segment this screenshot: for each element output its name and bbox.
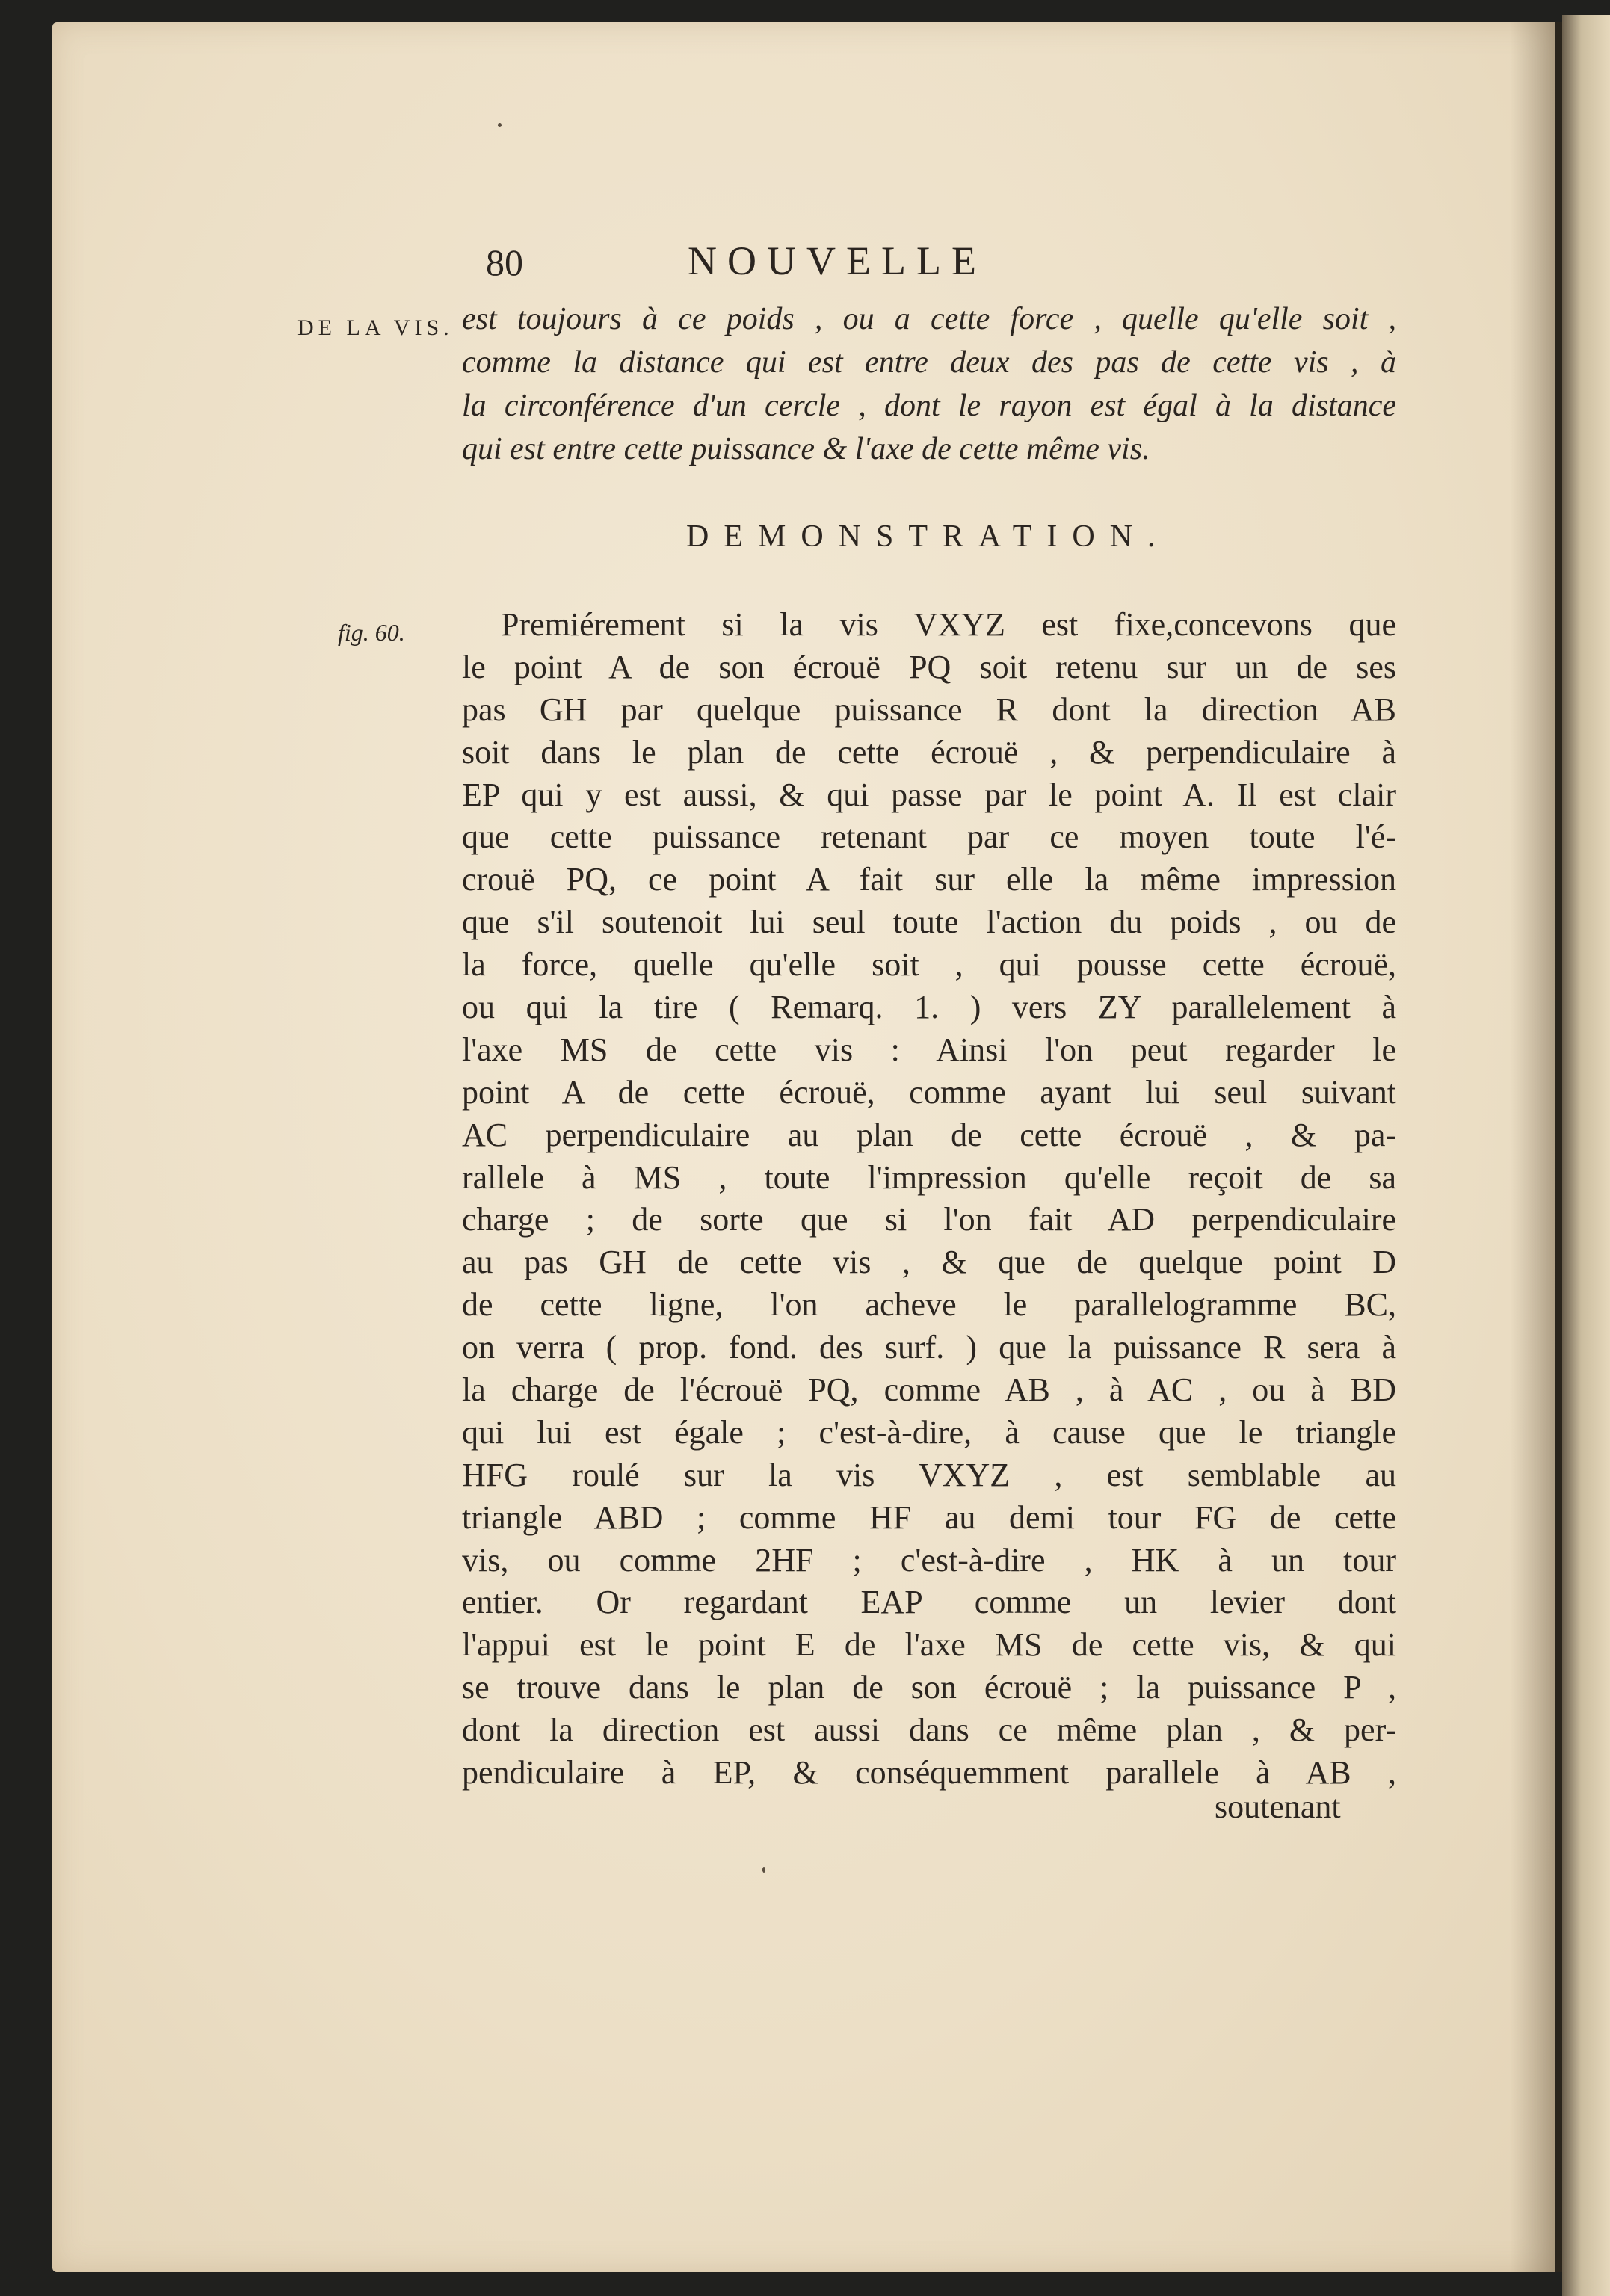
body-line: l'appui est le point E de l'axe MS de cette vis, & qui — [462, 1626, 1396, 1664]
next-page-edge — [1562, 15, 1610, 2296]
body-line: que cette puissance retenant par ce moyen toute l'é- — [462, 818, 1396, 856]
body-line: soit dans le plan de cette écrouë , & perpendiculaire à — [462, 733, 1396, 771]
body-line: dont la direction est aussi dans ce même plan , & per- — [462, 1712, 1396, 1749]
body-line: HFG roulé sur la vis VXYZ , est semblable au — [462, 1456, 1396, 1493]
body-line: rallele à MS , toute l'impression qu'elle reçoit de sa — [462, 1158, 1396, 1196]
binding-shadow — [1510, 22, 1562, 2272]
section-heading: DEMONSTRATION. — [686, 519, 1171, 554]
body-line: de cette ligne, l'on acheve le parallelogramme BC, — [462, 1286, 1396, 1324]
body-line: vis, ou comme 2HF ; c'est-à-dire , HK à un tour — [462, 1541, 1396, 1578]
body-line: EP qui y est aussi, & qui passe par le point A. Il est clair — [462, 776, 1396, 813]
body-line: pas GH par quelque puissance R dont la direction AB — [462, 691, 1396, 728]
body-text — [462, 604, 1396, 1794]
body-line: la force, quelle qu'elle soit , qui pousse cette écrouë, — [462, 946, 1396, 984]
paper-speck — [498, 123, 502, 127]
body-line: triangle ABD ; comme HF au demi tour FG de cette — [462, 1499, 1396, 1536]
body-line: ou qui la tire ( Remarq. 1. ) vers ZY parallelement à — [462, 989, 1396, 1026]
page-number: 80 — [486, 241, 523, 283]
running-head: NOUVELLE — [688, 238, 987, 283]
body-line: la charge de l'écrouë PQ, comme AB , à AC , ou à BD — [462, 1371, 1396, 1409]
body-line: l'axe MS de cette vis : Ainsi l'on peut regarder le — [462, 1031, 1396, 1068]
body-line: le point A de son écrouë PQ soit retenu sur un de ses — [462, 648, 1396, 685]
catchword: soutenant — [1215, 1789, 1341, 1825]
body-line: que s'il soutenoit lui seul toute l'action du poids , ou de — [462, 904, 1396, 941]
theorem-statement — [462, 297, 1396, 471]
body-line: AC perpendiculaire au plan de cette écrouë , & pa- — [462, 1116, 1396, 1153]
body-line: pendiculaire à EP, & conséquemment parallele à AB , — [462, 1754, 1396, 1792]
statement-line: est toujours à ce poids , ou a cette force , quelle qu'elle soit , — [462, 302, 1396, 336]
body-line: Premiérement si la vis VXYZ est fixe,concevons que — [501, 606, 1396, 643]
body-line: charge ; de sorte que si l'on fait AD perpendiculaire — [462, 1201, 1396, 1238]
body-line: point A de cette écrouë, comme ayant lui seul suivant — [462, 1073, 1396, 1111]
statement-line: la circonférence d'un cercle , dont le rayon est égal à la distance — [462, 389, 1396, 423]
paper-speck — [762, 1867, 765, 1873]
body-line: on verra ( prop. fond. des surf. ) que la puissance R sera à — [462, 1329, 1396, 1366]
body-line: entier. Or regardant EAP comme un levier dont — [462, 1584, 1396, 1621]
body-line: se trouve dans le plan de son écrouë ; la puissance P , — [462, 1669, 1396, 1706]
statement-line: qui est entre cette puissance & l'axe de cette même vis. — [462, 432, 1150, 466]
body-line: crouë PQ, ce point A fait sur elle la même impression — [462, 861, 1396, 898]
figure-reference: fig. 60. — [338, 619, 405, 646]
body-line: qui lui est égale ; c'est-à-dire, à cause que le triangle — [462, 1413, 1396, 1451]
body-line: au pas GH de cette vis , & que de quelque point D — [462, 1244, 1396, 1281]
margin-note: DE LA VIS. — [297, 315, 454, 340]
statement-line: comme la distance qui est entre deux des pas de cette vis , à — [462, 345, 1396, 380]
